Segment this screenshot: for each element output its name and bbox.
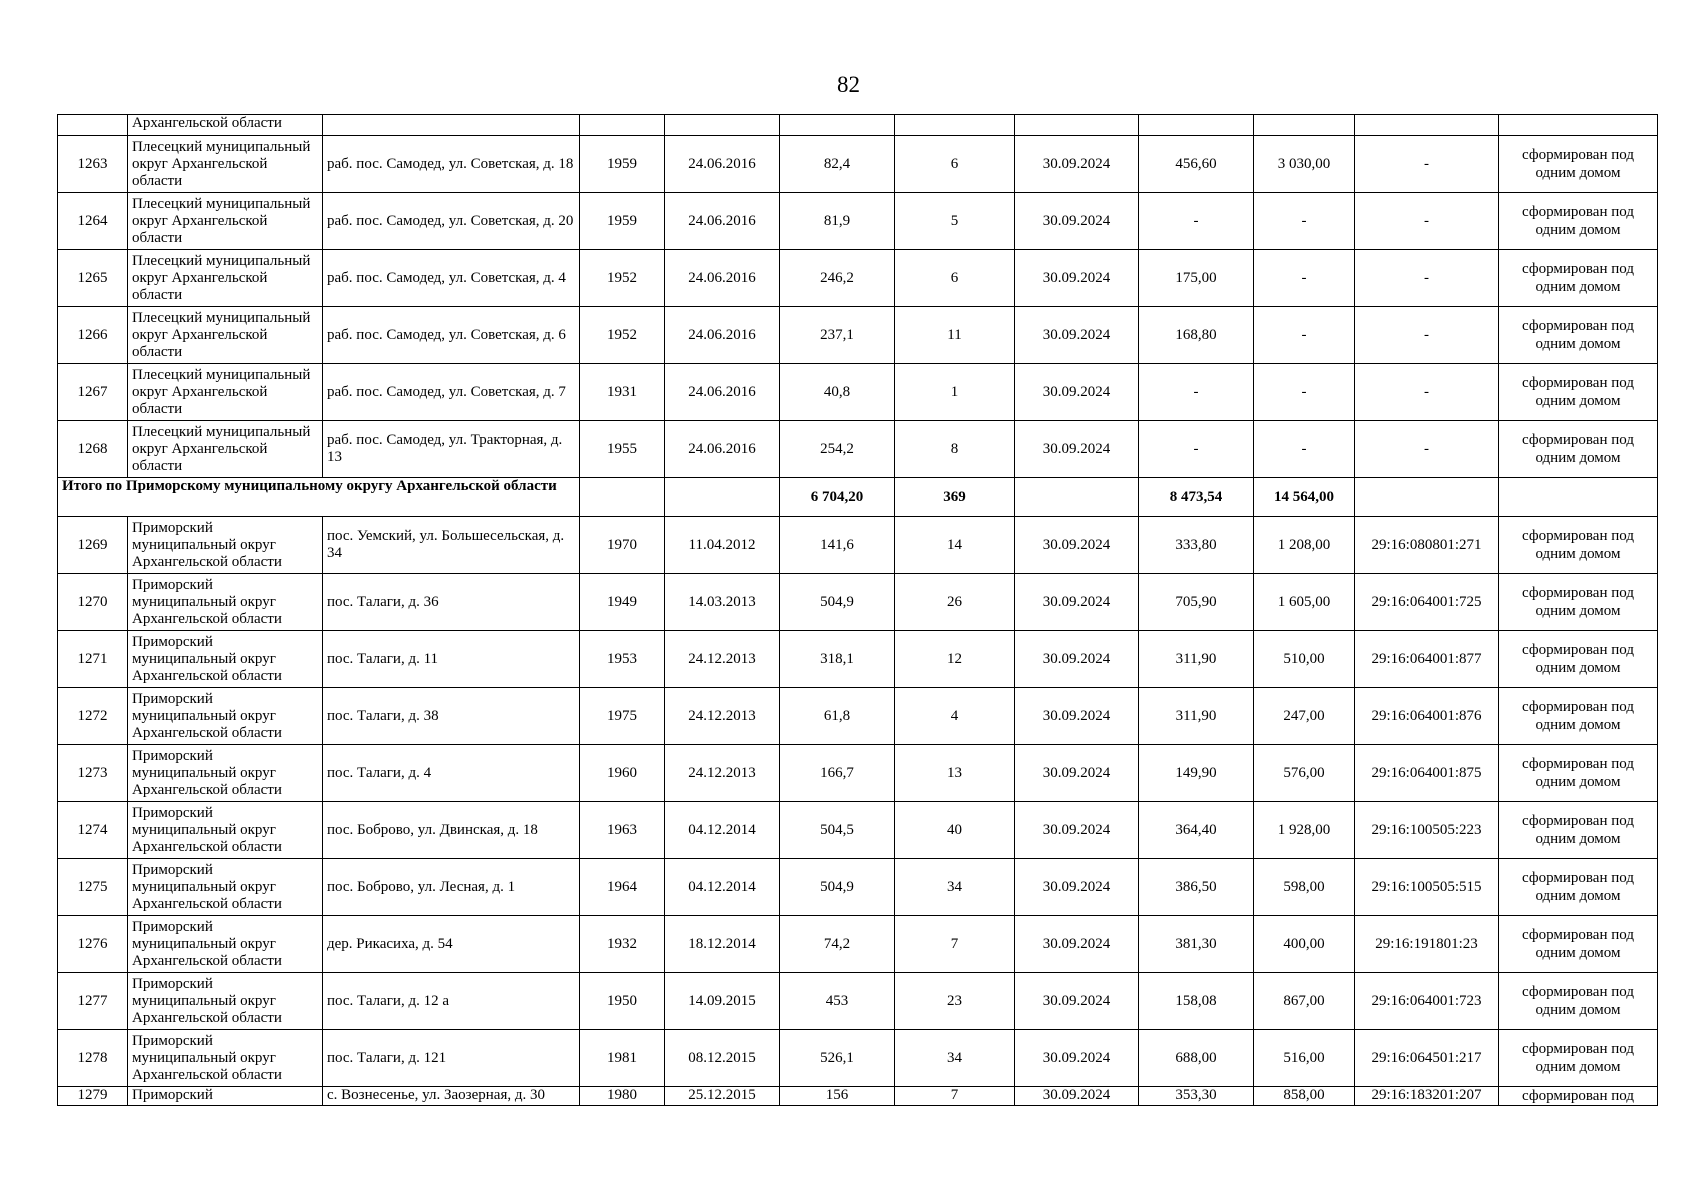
note-cell: сформирован под одним домом xyxy=(1499,421,1658,478)
table-row xyxy=(58,802,1658,859)
cost-cell: - xyxy=(1254,250,1355,307)
cadastral-number-cell: - xyxy=(1355,421,1499,478)
note-cell: сформирован под одним домом xyxy=(1499,574,1658,631)
row-number-cell: 1263 xyxy=(58,136,128,193)
land-area-cell: - xyxy=(1139,364,1254,421)
cost-cell: 1 605,00 xyxy=(1254,574,1355,631)
note-cell: сформирован под одним домом xyxy=(1499,745,1658,802)
year-cell: 1953 xyxy=(580,631,665,688)
address-cell: раб. пос. Самодед, ул. Советская, д. 7 xyxy=(323,364,580,421)
address-cell: пос. Талаги, д. 11 xyxy=(323,631,580,688)
owner-cell: Плесецкий муниципальный округ Архангельской области xyxy=(128,136,323,193)
date-cell: 14.03.2013 xyxy=(665,574,780,631)
row-number-cell: 1270 xyxy=(58,574,128,631)
table-row xyxy=(58,973,1658,1030)
year-cell: 1952 xyxy=(580,307,665,364)
deadline-cell: 30.09.2024 xyxy=(1015,517,1139,574)
empty-cell xyxy=(1499,478,1658,517)
cadastral-number-cell: 29:16:191801:23 xyxy=(1355,916,1499,973)
cost-cell: 400,00 xyxy=(1254,916,1355,973)
cost-cell: - xyxy=(1254,307,1355,364)
land-area-cell: 688,00 xyxy=(1139,1030,1254,1087)
area-cell: 81,9 xyxy=(780,193,895,250)
table-row xyxy=(58,859,1658,916)
residents-cell: 40 xyxy=(895,802,1015,859)
total-row xyxy=(58,478,1658,517)
owner-cell: Приморский муниципальный округ Архангельской области xyxy=(128,517,323,574)
deadline-cell: 30.09.2024 xyxy=(1015,250,1139,307)
residents-cell: 23 xyxy=(895,973,1015,1030)
note-cell: сформирован под одним домом xyxy=(1499,364,1658,421)
housing-registry-table xyxy=(57,114,1658,1106)
owner-cell: Приморский муниципальный округ Архангельской области xyxy=(128,574,323,631)
year-cell: 1959 xyxy=(580,193,665,250)
deadline-cell: 30.09.2024 xyxy=(1015,193,1139,250)
owner-cell: Архангельской области xyxy=(128,115,323,136)
residents-cell: 5 xyxy=(895,193,1015,250)
note-cell: сформирован под одним домом xyxy=(1499,973,1658,1030)
owner-cell: Плесецкий муниципальный округ Архангельской области xyxy=(128,307,323,364)
table-body xyxy=(58,115,1658,1106)
table-row xyxy=(58,1087,1658,1106)
area-cell: 61,8 xyxy=(780,688,895,745)
note-cell: сформирован под одним домом xyxy=(1499,517,1658,574)
land-area-cell: 386,50 xyxy=(1139,859,1254,916)
deadline-cell: 30.09.2024 xyxy=(1015,802,1139,859)
empty-cell xyxy=(1355,478,1499,517)
residents-cell: 11 xyxy=(895,307,1015,364)
land-area-cell: 311,90 xyxy=(1139,631,1254,688)
area-cell: 82,4 xyxy=(780,136,895,193)
area-cell: 166,7 xyxy=(780,745,895,802)
address-cell: пос. Талаги, д. 36 xyxy=(323,574,580,631)
row-number-cell: 1278 xyxy=(58,1030,128,1087)
row-number-cell: 1269 xyxy=(58,517,128,574)
table-row xyxy=(58,688,1658,745)
date-cell: 24.06.2016 xyxy=(665,364,780,421)
area-cell: 254,2 xyxy=(780,421,895,478)
address-cell: пос. Боброво, ул. Двинская, д. 18 xyxy=(323,802,580,859)
cost-cell: - xyxy=(1254,421,1355,478)
residents-cell: 34 xyxy=(895,859,1015,916)
date-cell: 04.12.2014 xyxy=(665,859,780,916)
total-area: 6 704,20 xyxy=(780,478,895,517)
area-cell: 237,1 xyxy=(780,307,895,364)
deadline-cell: 30.09.2024 xyxy=(1015,916,1139,973)
residents-cell: 7 xyxy=(895,916,1015,973)
cost-cell: 516,00 xyxy=(1254,1030,1355,1087)
residents-cell: 1 xyxy=(895,364,1015,421)
date-cell: 24.06.2016 xyxy=(665,250,780,307)
note-cell: сформирован под одним домом xyxy=(1499,802,1658,859)
row-number-cell: 1275 xyxy=(58,859,128,916)
cadastral-number-cell: - xyxy=(1355,250,1499,307)
note-cell: сформирован под xyxy=(1499,1087,1658,1106)
land-area-cell: 333,80 xyxy=(1139,517,1254,574)
address-cell: раб. пос. Самодед, ул. Советская, д. 18 xyxy=(323,136,580,193)
residents-cell: 7 xyxy=(895,1087,1015,1106)
deadline-cell: 30.09.2024 xyxy=(1015,136,1139,193)
year-cell: 1980 xyxy=(580,1087,665,1106)
date-cell: 08.12.2015 xyxy=(665,1030,780,1087)
total-residents: 369 xyxy=(895,478,1015,517)
deadline-cell: 30.09.2024 xyxy=(1015,973,1139,1030)
date-cell: 14.09.2015 xyxy=(665,973,780,1030)
cost-cell: - xyxy=(1254,193,1355,250)
year-cell: 1932 xyxy=(580,916,665,973)
address-cell: пос. Талаги, д. 4 xyxy=(323,745,580,802)
owner-cell: Приморский xyxy=(128,1087,323,1106)
cost-cell: 510,00 xyxy=(1254,631,1355,688)
cadastral-number-cell: - xyxy=(1355,307,1499,364)
total-cost: 14 564,00 xyxy=(1254,478,1355,517)
date-cell: 24.06.2016 xyxy=(665,193,780,250)
deadline-cell: 30.09.2024 xyxy=(1015,421,1139,478)
note-cell: сформирован под одним домом xyxy=(1499,193,1658,250)
owner-cell: Приморский муниципальный округ Архангельской области xyxy=(128,973,323,1030)
owner-cell: Приморский муниципальный округ Архангельской области xyxy=(128,859,323,916)
total-land-area: 8 473,54 xyxy=(1139,478,1254,517)
owner-cell: Приморский муниципальный округ Архангельской области xyxy=(128,688,323,745)
table-row xyxy=(58,574,1658,631)
cost-cell: 858,00 xyxy=(1254,1087,1355,1106)
note-cell: сформирован под одним домом xyxy=(1499,307,1658,364)
date-cell: 25.12.2015 xyxy=(665,1087,780,1106)
owner-cell: Плесецкий муниципальный округ Архангельской области xyxy=(128,193,323,250)
note-cell: сформирован под одним домом xyxy=(1499,250,1658,307)
page-number: 82 xyxy=(837,72,860,97)
owner-cell: Плесецкий муниципальный округ Архангельской области xyxy=(128,250,323,307)
cadastral-number-cell: 29:16:064001:876 xyxy=(1355,688,1499,745)
row-number-cell: 1277 xyxy=(58,973,128,1030)
land-area-cell: 381,30 xyxy=(1139,916,1254,973)
empty-cell xyxy=(580,478,665,517)
date-cell: 24.12.2013 xyxy=(665,745,780,802)
cadastral-number-cell: - xyxy=(1355,136,1499,193)
year-cell: 1981 xyxy=(580,1030,665,1087)
empty-cell xyxy=(1015,478,1139,517)
row-number-cell: 1268 xyxy=(58,421,128,478)
table-row xyxy=(58,421,1658,478)
cadastral-number-cell: 29:16:080801:271 xyxy=(1355,517,1499,574)
deadline-cell: 30.09.2024 xyxy=(1015,1030,1139,1087)
row-number-cell: 1272 xyxy=(58,688,128,745)
year-cell: 1963 xyxy=(580,802,665,859)
year-cell: 1949 xyxy=(580,574,665,631)
cadastral-number-cell: 29:16:064001:877 xyxy=(1355,631,1499,688)
land-area-cell: 149,90 xyxy=(1139,745,1254,802)
row-number-cell xyxy=(58,115,128,136)
owner-cell: Приморский муниципальный округ Архангельской области xyxy=(128,802,323,859)
row-number-cell: 1279 xyxy=(58,1087,128,1106)
table-row xyxy=(58,364,1658,421)
date-cell: 11.04.2012 xyxy=(665,517,780,574)
table-row xyxy=(58,250,1658,307)
area-cell: 141,6 xyxy=(780,517,895,574)
address-cell: пос. Уемский, ул. Большесельская, д. 34 xyxy=(323,517,580,574)
note-cell: сформирован под одним домом xyxy=(1499,688,1658,745)
area-cell: 504,5 xyxy=(780,802,895,859)
year-cell: 1975 xyxy=(580,688,665,745)
land-area-cell: - xyxy=(1139,421,1254,478)
cadastral-number-cell: 29:16:064501:217 xyxy=(1355,1030,1499,1087)
year-cell: 1959 xyxy=(580,136,665,193)
year-cell: 1931 xyxy=(580,364,665,421)
date-cell: 24.06.2016 xyxy=(665,136,780,193)
row-number-cell: 1265 xyxy=(58,250,128,307)
address-cell: пос. Боброво, ул. Лесная, д. 1 xyxy=(323,859,580,916)
owner-cell: Приморский муниципальный округ Архангельской области xyxy=(128,631,323,688)
area-cell: 526,1 xyxy=(780,1030,895,1087)
land-area-cell: 175,00 xyxy=(1139,250,1254,307)
deadline-cell: 30.09.2024 xyxy=(1015,859,1139,916)
cadastral-number-cell: 29:16:064001:725 xyxy=(1355,574,1499,631)
area-cell: 504,9 xyxy=(780,859,895,916)
cost-cell: 3 030,00 xyxy=(1254,136,1355,193)
date-cell: 24.06.2016 xyxy=(665,421,780,478)
cost-cell: 576,00 xyxy=(1254,745,1355,802)
note-cell: сформирован под одним домом xyxy=(1499,859,1658,916)
residents-cell: 26 xyxy=(895,574,1015,631)
cost-cell: 1 928,00 xyxy=(1254,802,1355,859)
deadline-cell: 30.09.2024 xyxy=(1015,307,1139,364)
year-cell: 1964 xyxy=(580,859,665,916)
row-number-cell: 1266 xyxy=(58,307,128,364)
deadline-cell: 30.09.2024 xyxy=(1015,631,1139,688)
area-cell: 156 xyxy=(780,1087,895,1106)
area-cell: 504,9 xyxy=(780,574,895,631)
cost-cell: 1 208,00 xyxy=(1254,517,1355,574)
deadline-cell: 30.09.2024 xyxy=(1015,745,1139,802)
row-number-cell: 1267 xyxy=(58,364,128,421)
area-cell: 74,2 xyxy=(780,916,895,973)
land-area-cell: 353,30 xyxy=(1139,1087,1254,1106)
table-row xyxy=(58,193,1658,250)
date-cell: 24.06.2016 xyxy=(665,307,780,364)
land-area-cell: - xyxy=(1139,193,1254,250)
area-cell: 318,1 xyxy=(780,631,895,688)
owner-cell: Приморский муниципальный округ Архангельской области xyxy=(128,916,323,973)
address-cell: пос. Талаги, д. 38 xyxy=(323,688,580,745)
year-cell: 1960 xyxy=(580,745,665,802)
owner-cell: Приморский муниципальный округ Архангельской области xyxy=(128,745,323,802)
cost-cell: 598,00 xyxy=(1254,859,1355,916)
note-cell: сформирован под одним домом xyxy=(1499,631,1658,688)
cadastral-number-cell: - xyxy=(1355,193,1499,250)
date-cell: 24.12.2013 xyxy=(665,631,780,688)
cadastral-number-cell: 29:16:183201:207 xyxy=(1355,1087,1499,1106)
land-area-cell: 158,08 xyxy=(1139,973,1254,1030)
date-cell: 18.12.2014 xyxy=(665,916,780,973)
deadline-cell: 30.09.2024 xyxy=(1015,1087,1139,1106)
row-number-cell: 1273 xyxy=(58,745,128,802)
land-area-cell: 456,60 xyxy=(1139,136,1254,193)
note-cell: сформирован под одним домом xyxy=(1499,136,1658,193)
cost-cell: - xyxy=(1254,364,1355,421)
year-cell: 1952 xyxy=(580,250,665,307)
cadastral-number-cell: - xyxy=(1355,364,1499,421)
owner-cell: Плесецкий муниципальный округ Архангельской области xyxy=(128,421,323,478)
deadline-cell: 30.09.2024 xyxy=(1015,688,1139,745)
table-row xyxy=(58,517,1658,574)
table-row-continued xyxy=(58,115,1658,136)
cadastral-number-cell: 29:16:100505:223 xyxy=(1355,802,1499,859)
residents-cell: 12 xyxy=(895,631,1015,688)
address-cell: раб. пос. Самодед, ул. Советская, д. 20 xyxy=(323,193,580,250)
land-area-cell: 705,90 xyxy=(1139,574,1254,631)
table-row xyxy=(58,916,1658,973)
note-cell: сформирован под одним домом xyxy=(1499,916,1658,973)
table-row xyxy=(58,1030,1658,1087)
table-row xyxy=(58,136,1658,193)
residents-cell: 13 xyxy=(895,745,1015,802)
area-cell: 246,2 xyxy=(780,250,895,307)
empty-cell xyxy=(665,478,780,517)
residents-cell: 14 xyxy=(895,517,1015,574)
deadline-cell: 30.09.2024 xyxy=(1015,364,1139,421)
area-cell: 40,8 xyxy=(780,364,895,421)
year-cell: 1970 xyxy=(580,517,665,574)
row-number-cell: 1271 xyxy=(58,631,128,688)
row-number-cell: 1274 xyxy=(58,802,128,859)
address-cell: пос. Талаги, д. 121 xyxy=(323,1030,580,1087)
year-cell: 1950 xyxy=(580,973,665,1030)
address-cell: раб. пос. Самодед, ул. Советская, д. 4 xyxy=(323,250,580,307)
cadastral-number-cell: 29:16:064001:875 xyxy=(1355,745,1499,802)
address-cell: раб. пос. Самодед, ул. Советская, д. 6 xyxy=(323,307,580,364)
note-cell: сформирован под одним домом xyxy=(1499,1030,1658,1087)
row-number-cell: 1276 xyxy=(58,916,128,973)
cadastral-number-cell: 29:16:100505:515 xyxy=(1355,859,1499,916)
total-label: Итого по Приморскому муниципальному округу Архангельской области xyxy=(58,478,580,517)
year-cell: 1955 xyxy=(580,421,665,478)
residents-cell: 34 xyxy=(895,1030,1015,1087)
land-area-cell: 364,40 xyxy=(1139,802,1254,859)
address-cell: с. Вознесенье, ул. Заозерная, д. 30 xyxy=(323,1087,580,1106)
area-cell: 453 xyxy=(780,973,895,1030)
date-cell: 24.12.2013 xyxy=(665,688,780,745)
cadastral-number-cell: 29:16:064001:723 xyxy=(1355,973,1499,1030)
residents-cell: 8 xyxy=(895,421,1015,478)
table-row xyxy=(58,631,1658,688)
table-row xyxy=(58,745,1658,802)
table-row xyxy=(58,307,1658,364)
deadline-cell: 30.09.2024 xyxy=(1015,574,1139,631)
land-area-cell: 311,90 xyxy=(1139,688,1254,745)
land-area-cell: 168,80 xyxy=(1139,307,1254,364)
residents-cell: 6 xyxy=(895,136,1015,193)
owner-cell: Плесецкий муниципальный округ Архангельской области xyxy=(128,364,323,421)
cost-cell: 867,00 xyxy=(1254,973,1355,1030)
residents-cell: 4 xyxy=(895,688,1015,745)
address-cell: дер. Рикасиха, д. 54 xyxy=(323,916,580,973)
residents-cell: 6 xyxy=(895,250,1015,307)
address-cell: пос. Талаги, д. 12 а xyxy=(323,973,580,1030)
date-cell: 04.12.2014 xyxy=(665,802,780,859)
row-number-cell: 1264 xyxy=(58,193,128,250)
owner-cell: Приморский муниципальный округ Архангельской области xyxy=(128,1030,323,1087)
cost-cell: 247,00 xyxy=(1254,688,1355,745)
address-cell: раб. пос. Самодед, ул. Тракторная, д. 13 xyxy=(323,421,580,478)
